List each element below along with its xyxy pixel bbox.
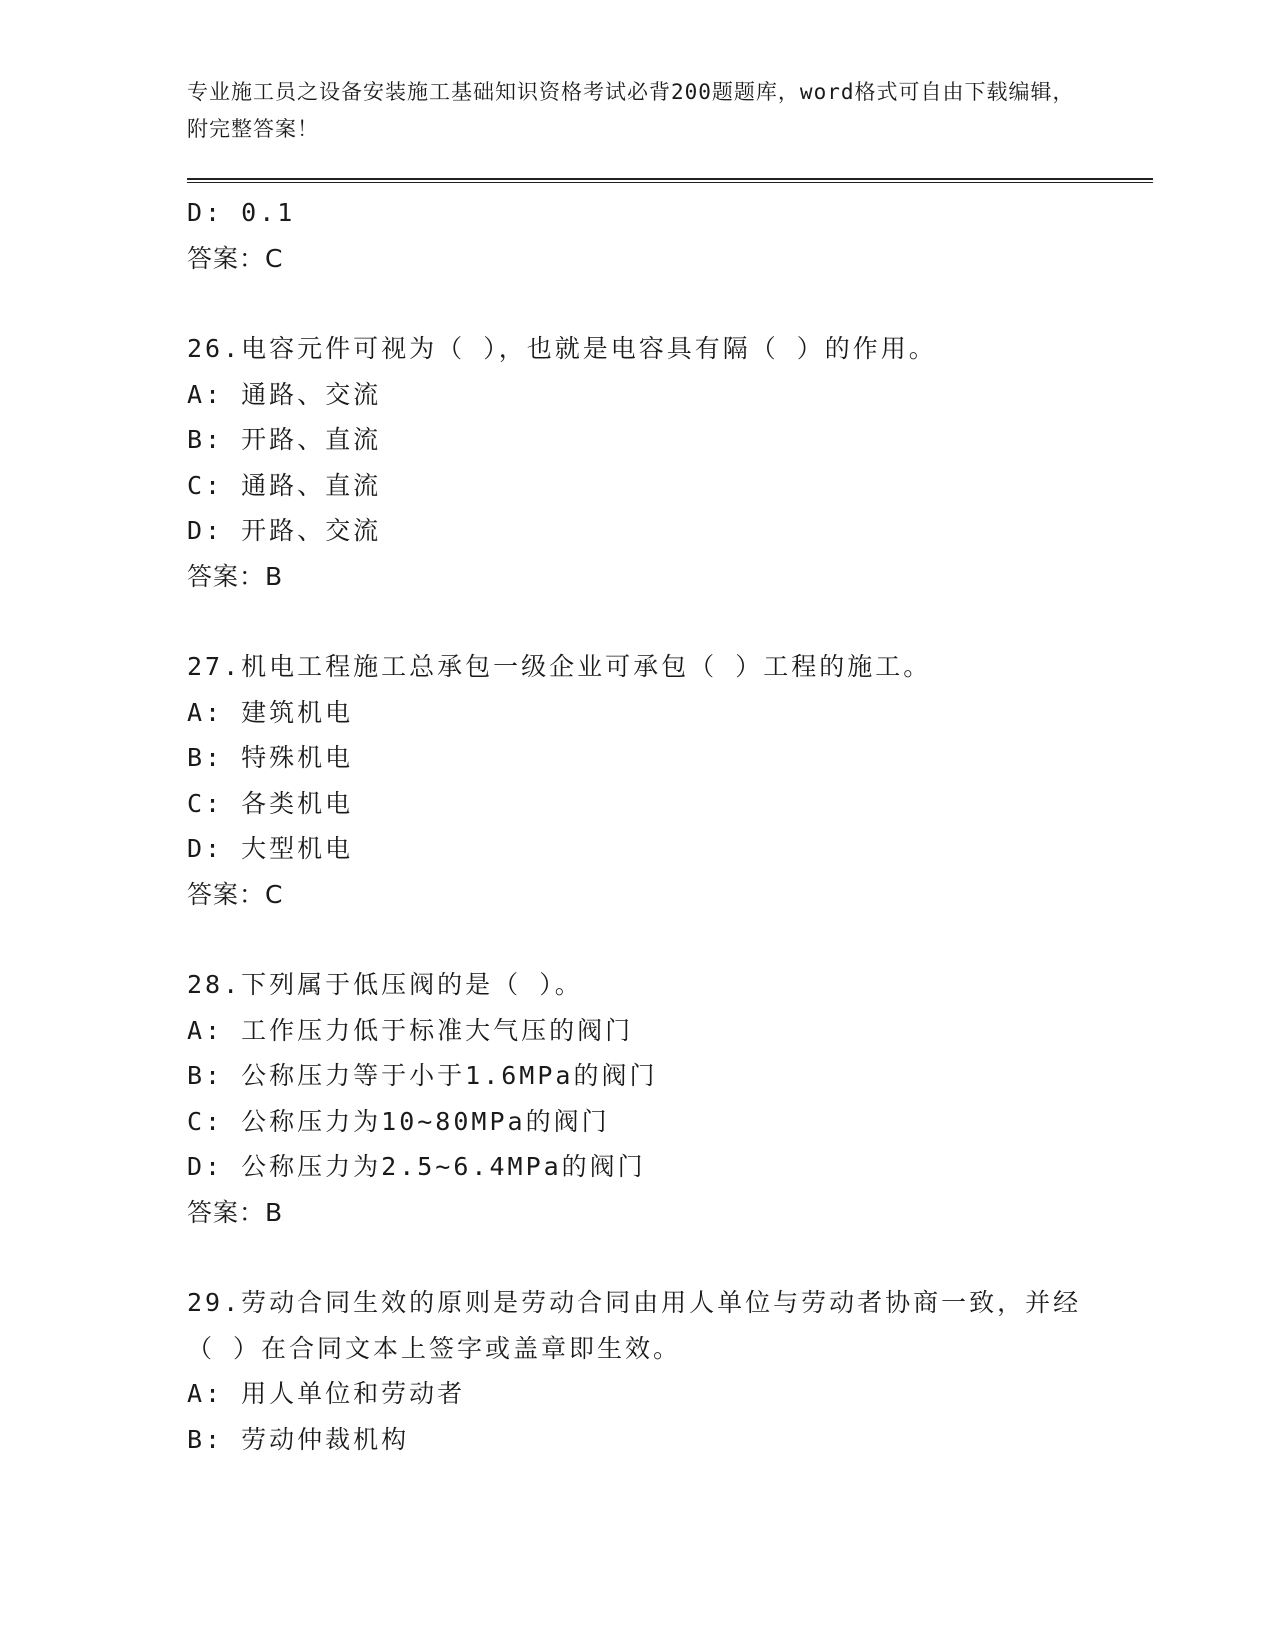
- option-b: B: 公称压力等于小于1.6MPa的阀门: [187, 1061, 658, 1090]
- page-header: 专业施工员之设备安装施工基础知识资格考试必背200题题库，word格式可自由下载编辑，附完整答案！: [187, 80, 1075, 141]
- option-c: C: 通路、直流: [187, 470, 382, 500]
- option-d: D: 大型机电: [187, 834, 354, 863]
- answer-line: 答案：B: [187, 561, 284, 591]
- question-28: [187, 962, 1147, 1235]
- question-29: [187, 1280, 1147, 1462]
- question-text: 29.劳动合同生效的原则是劳动合同由用人单位与劳动者协商一致，并经（ ）在合同文本上签字或盖章即生效。: [187, 1288, 1082, 1363]
- answer-line: 答案：B: [187, 1197, 284, 1227]
- option-c: C: 公称压力为10~80MPa的阀门: [187, 1106, 610, 1136]
- option-b: B: 开路、直流: [187, 425, 382, 454]
- option-a: A: 工作压力低于标准大气压的阀门: [187, 1015, 634, 1045]
- header-divider: [187, 178, 1153, 183]
- option-a: A: 建筑机电: [187, 697, 354, 727]
- option-d: D: 0.1: [187, 198, 296, 227]
- document-body: [187, 190, 1147, 1462]
- answer-line: 答案：C: [187, 879, 284, 909]
- option-a: A: 用人单位和劳动者: [187, 1379, 466, 1408]
- question-26: [187, 326, 1147, 599]
- option-b: B: 劳动仲裁机构: [187, 1424, 410, 1454]
- option-d: D: 开路、交流: [187, 516, 382, 545]
- answer-line: 答案：C: [187, 243, 284, 273]
- option-d: D: 公称压力为2.5~6.4MPa的阀门: [187, 1152, 646, 1181]
- option-b: B: 特殊机电: [187, 743, 354, 772]
- option-c: C: 各类机电: [187, 788, 354, 818]
- option-a: A: 通路、交流: [187, 379, 382, 409]
- question-text: 28.下列属于低压阀的是（ ）。: [187, 970, 583, 999]
- question-text: 27.机电工程施工总承包一级企业可承包（ ）工程的施工。: [187, 652, 932, 681]
- question-27: [187, 644, 1147, 917]
- question-text: 26.电容元件可视为（ ），也就是电容具有隔（ ）的作用。: [187, 334, 937, 363]
